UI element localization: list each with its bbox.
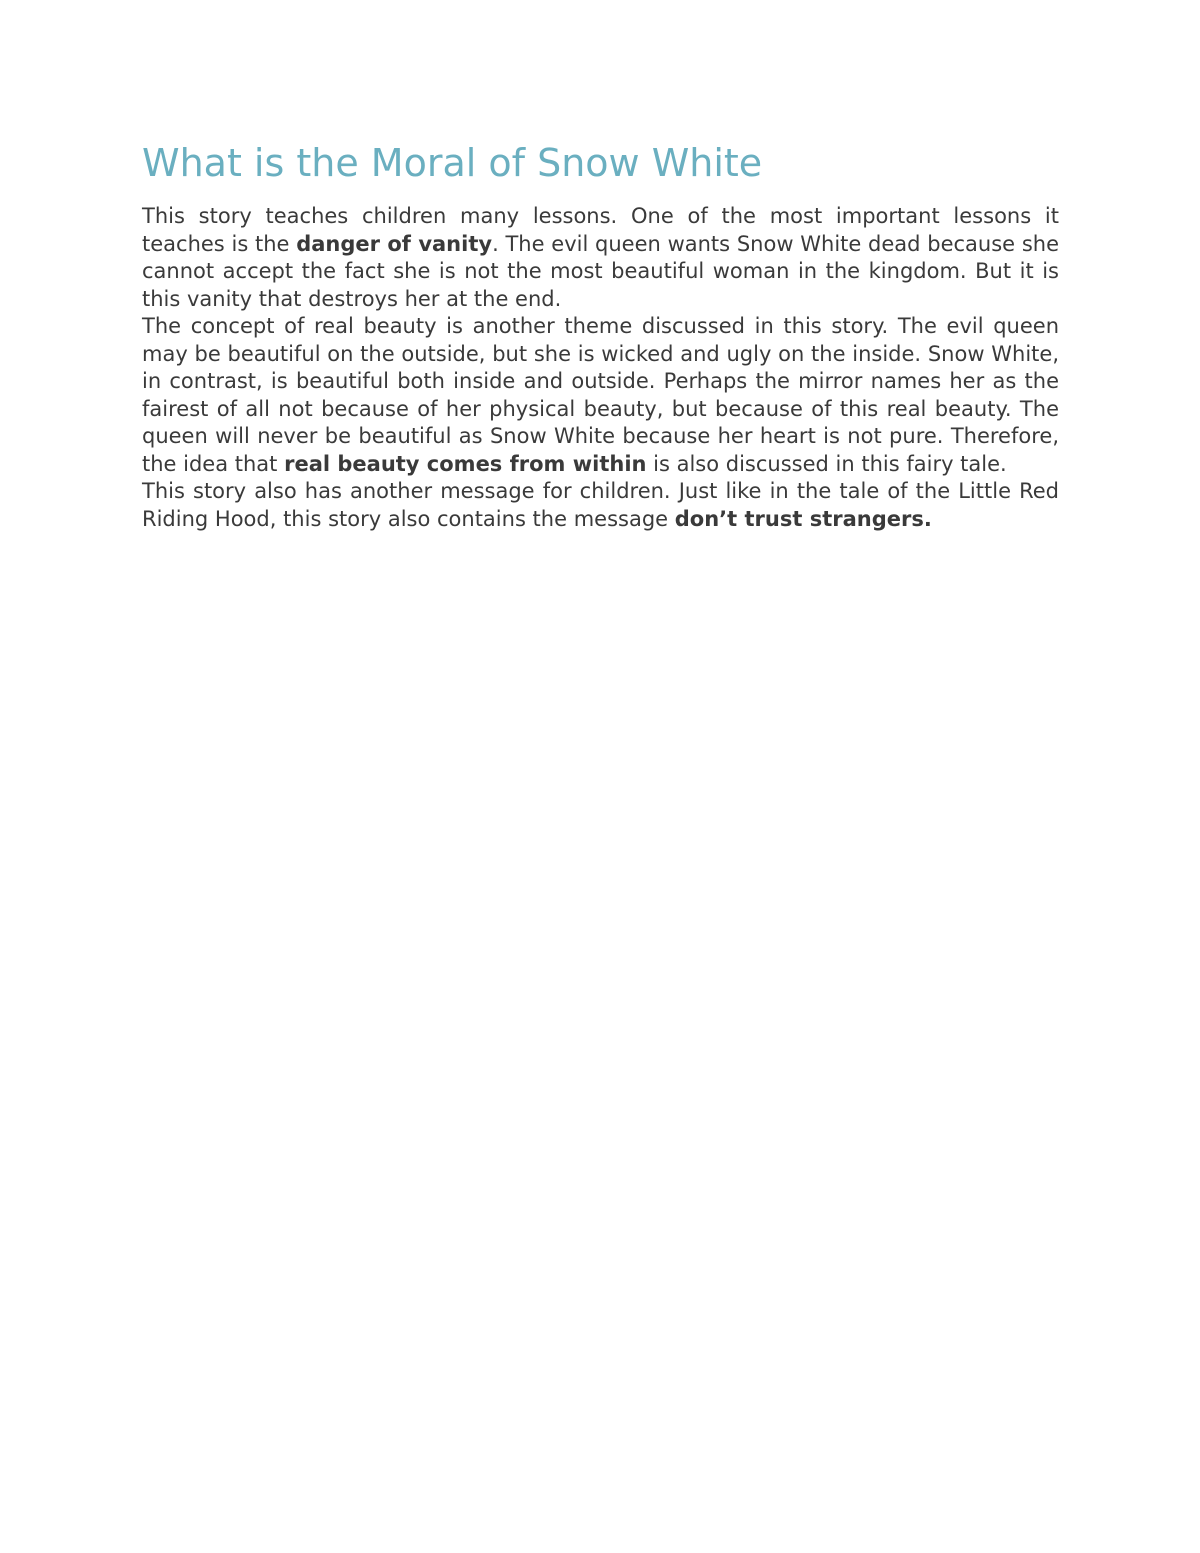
paragraph-strangers (142, 478, 1059, 533)
bold-phrase: real beauty comes from within (284, 451, 647, 476)
paragraph-text: This story also has another message for children. Just like in the tale of the Little Red Riding Hood, this story also contains the message (142, 479, 1059, 531)
paragraph-text: . The evil queen wants Snow White dead because she cannot accept the fact she is not the most beautiful woman in the kingdom. But it is this vanity that destroys her at the end. (142, 231, 1059, 311)
paragraph-danger-of-vanity (142, 203, 1059, 313)
paragraph-text: The concept of real beauty is another theme discussed in this story. The evil queen may be beautiful on the outside, but she is wicked and ugly on the inside. Snow White, in contrast, is beautiful both inside and outside. Perhaps the mirror names her as the fairest of all not because of her physical beauty, but because of this real beauty. The queen will never be beautiful as Snow White because her heart is not pure. Therefore, the idea that (142, 314, 1059, 476)
document-title: What is the Moral of Snow White (142, 141, 763, 185)
document-content (142, 139, 1059, 533)
paragraph-text: is also discussed in this fairy tale. (646, 451, 1007, 476)
bold-phrase: danger of vanity (296, 231, 493, 256)
paragraph-text: This story teaches children many lessons. One of the most important lessons it teaches is the (142, 204, 1059, 256)
bold-phrase: don’t trust strangers. (674, 506, 932, 531)
paragraph-real-beauty (142, 313, 1059, 478)
